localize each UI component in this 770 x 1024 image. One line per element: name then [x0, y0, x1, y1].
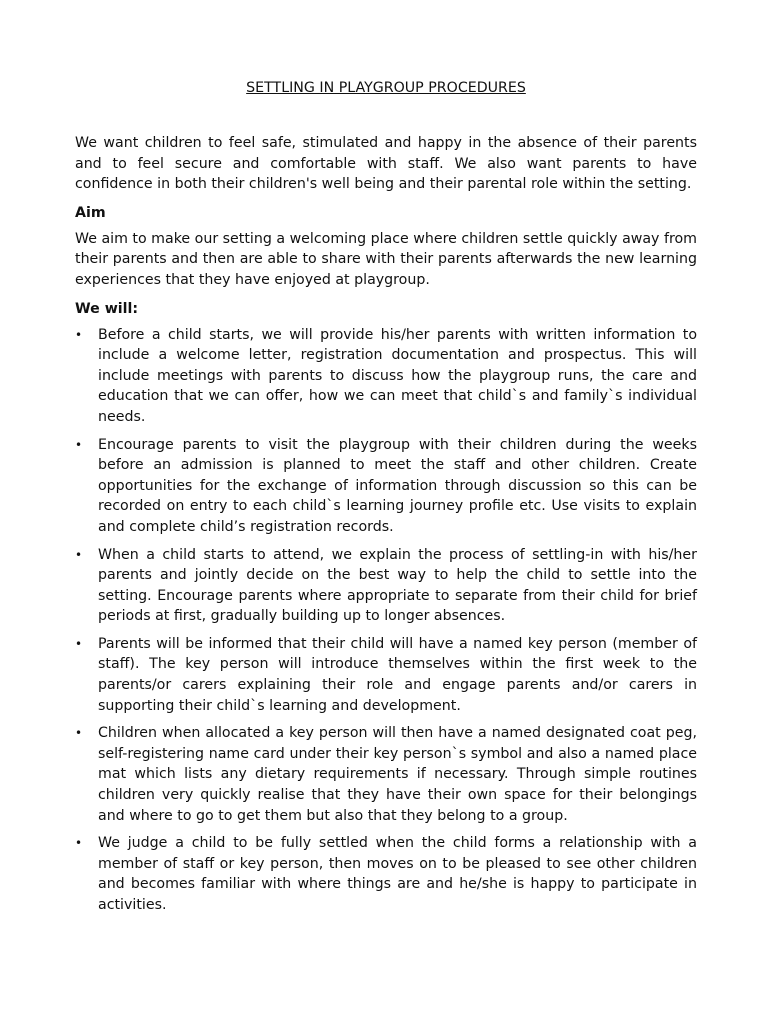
bullet-icon: •	[75, 547, 83, 562]
list-item	[75, 435, 697, 538]
list-item	[75, 325, 697, 428]
document-content	[75, 78, 697, 916]
bullet-icon: •	[75, 437, 83, 452]
list-item	[75, 634, 697, 716]
list-item-text: We judge a child to be fully settled when the child forms a relationship with a member of staff or key person, then moves on to be pleased to see other children and becomes familiar with where things are and he/she is happy to participate in activities.	[98, 835, 697, 913]
list-item-text: When a child starts to attend, we explain the process of settling-in with his/her parents and jointly decide on the best way to help the child to settle into the setting. Encourage parents where appropriate to separate from their child for brief periods at first, gradually building up to longer absences.	[98, 546, 697, 625]
list-item	[75, 545, 697, 627]
list-item	[75, 833, 697, 915]
bullet-icon: •	[75, 636, 83, 651]
bullet-icon: •	[75, 327, 83, 342]
list-item-text: Parents will be informed that their child will have a named key person (member of staff). The key person will introduce themselves within the first week to the parents/or carers explaining their role and engage parents and/or carers in supporting their child`s learning and development.	[98, 635, 697, 714]
aim-heading: Aim	[75, 204, 106, 221]
bullet-icon: •	[75, 726, 83, 741]
list-item-text: Before a child starts, we will provide his/her parents with written information to include a welcome letter, registration documentation and prospectus. This will include meetings with parents to discuss how the playgroup runs, the care and education that we can offer, how we can meet that child`s and family`s individual needs.	[98, 326, 697, 425]
list-item-text: Encourage parents to visit the playgroup with their children during the weeks before an admission is planned to meet the staff and other children. Create opportunities for the exchange of information through discussion so this can be recorded on entry to each child`s learning journey profile etc. Use visits to explain and complete child’s registration records.	[98, 436, 697, 535]
bullet-icon: •	[75, 836, 83, 851]
list-item	[75, 723, 697, 826]
document-title: SETTLING IN PLAYGROUP PROCEDURES	[246, 80, 526, 96]
we-will-heading: We will:	[75, 300, 139, 317]
intro-paragraph: We want children to feel safe, stimulated and happy in the absence of their parents and to feel secure and comfortable with staff. We also want parents to have confidence in both their children's well being and their parental role within the setting.	[75, 135, 697, 193]
aim-paragraph: We aim to make our setting a welcoming place where children settle quickly away from their parents and then are able to share with their parents afterwards the new learning experiences that they have enjoyed at playgroup.	[75, 230, 697, 288]
bullet-list	[75, 325, 697, 916]
list-item-text: Children when allocated a key person will then have a named designated coat peg, self-registering name card under their key person`s symbol and also a named place mat which lists any dietary requirements if necessary. Through simple routines children very quickly realise that they have their own space for their belongings and where to go to get them but also that they belong to a group.	[98, 725, 697, 824]
